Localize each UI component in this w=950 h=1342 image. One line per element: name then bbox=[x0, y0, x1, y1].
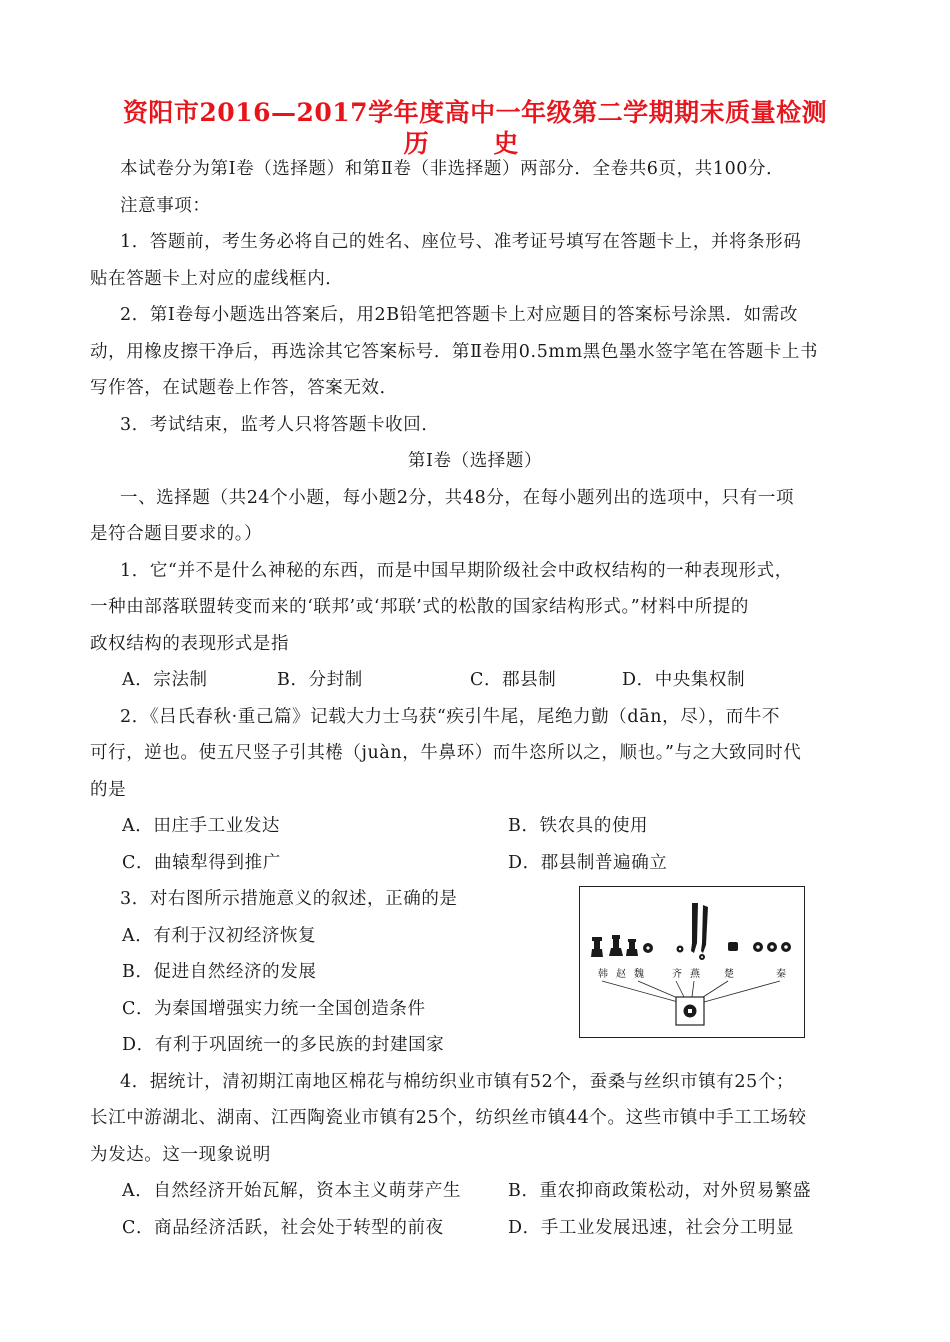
notice-item-cont: 贴在答题卡上对应的虚线框内． bbox=[90, 269, 344, 289]
q1-option-b: B．分封制 bbox=[277, 670, 363, 690]
q2-option-c: C．曲辕犁得到推广 bbox=[122, 853, 281, 873]
state-label: 齐 bbox=[672, 969, 682, 980]
question-3-stem: 3．对右图所示措施意义的叙述，正确的是 bbox=[120, 889, 458, 909]
banliang-coin-icon bbox=[684, 1005, 697, 1018]
q4-option-c: C．商品经济活跃，社会处于转型的前夜 bbox=[122, 1218, 444, 1238]
currency-unification-figure bbox=[579, 886, 805, 1038]
section-instructions: 一、选择题（共24个小题，每小题2分，共48分，在每小题列出的选项中，只有一项 bbox=[120, 488, 795, 508]
notice-item: 2．第Ⅰ卷每小题选出答案后，用2B铅笔把答题卡上对应题目的答案标号涂黑．如需改 bbox=[120, 305, 798, 325]
state-label: 魏 bbox=[634, 969, 644, 980]
q3-option-d: D．有利于巩固统一的多民族的封建国家 bbox=[122, 1035, 445, 1055]
q4-option-a: A．自然经济开始瓦解，资本主义萌芽产生 bbox=[122, 1181, 462, 1201]
q1-option-c: C．郡县制 bbox=[470, 670, 557, 690]
question-1-stem-cont: 政权结构的表现形式是指 bbox=[90, 634, 290, 654]
q2-option-d: D．郡县制普遍确立 bbox=[508, 853, 668, 873]
subject-title: 历 史 bbox=[403, 129, 547, 158]
notice-item-cont: 动，用橡皮擦干净后，再选涂其它答案标号．第Ⅱ卷用0.5mm黑色墨水签字笔在答题卡上书 bbox=[90, 342, 819, 362]
q2-option-a: A．田庄手工业发达 bbox=[122, 816, 281, 836]
q4-option-b: B．重农抑商政策松动，对外贸易繁盛 bbox=[508, 1181, 812, 1201]
state-label: 赵 bbox=[616, 969, 626, 980]
question-4-stem: 4．据统计，清初期江南地区棉花与棉纺织业市镇有52个，蚕桑与丝织市镇有25个； bbox=[120, 1072, 795, 1092]
q4-option-d: D．手工业发展迅速，社会分工明显 bbox=[508, 1218, 795, 1238]
exam-title: 资阳市2016—2017学年度高中一年级第二学期期末质量检测 bbox=[122, 98, 828, 127]
q2-option-b: B．铁农具的使用 bbox=[508, 816, 649, 836]
state-label: 楚 bbox=[724, 969, 734, 980]
knife-coin-icon bbox=[677, 903, 709, 960]
chu-coin-icon bbox=[728, 942, 738, 951]
question-2-stem: 2．《吕氏春秋·重己篇》记载大力士乌获“疾引牛尾，尾绝力勯（dān，尽），而牛不 bbox=[120, 707, 781, 727]
notice-item: 3．考试结束，监考人只将答题卡收回． bbox=[120, 415, 440, 435]
q3-option-a: A．有利于汉初经济恢复 bbox=[122, 926, 317, 946]
section-heading: 第Ⅰ卷（选择题） bbox=[407, 451, 543, 471]
state-label: 燕 bbox=[690, 969, 700, 980]
q3-option-b: B．促进自然经济的发展 bbox=[122, 962, 317, 982]
intro-line: 本试卷分为第Ⅰ卷（选择题）和第Ⅱ卷（非选择题）两部分．全卷共6页，共100分． bbox=[120, 159, 785, 179]
question-2-stem-cont: 可行，逆也。使五尺竖子引其棬（juàn，牛鼻环）而牛恣所以之，顺也。”与之大致同时代 bbox=[90, 743, 802, 763]
round-coin-icon bbox=[753, 942, 791, 952]
coin-diagram bbox=[580, 887, 804, 1037]
notice-item: 1．答题前，考生务必将自己的姓名、座位号、准考证号填写在答题卡上，并将条形码 bbox=[120, 232, 802, 252]
question-1-stem-cont: 一种由部落联盟转变而来的‘联邦’或‘邦联’式的松散的国家结构形式。”材料中所提的 bbox=[90, 597, 749, 617]
state-label: 秦 bbox=[776, 969, 786, 980]
q3-option-c: C．为秦国增强实力统一全国创造条件 bbox=[122, 999, 426, 1019]
question-1-stem: 1．它“并不是什么神秘的东西，而是中国早期阶级社会中政权结构的一种表现形式， bbox=[120, 561, 793, 581]
q1-option-a: A．宗法制 bbox=[122, 670, 208, 690]
notice-heading: 注意事项： bbox=[120, 196, 211, 216]
notice-item-cont: 写作答，在试题卷上作答，答案无效． bbox=[90, 378, 398, 398]
section-instructions-cont: 是符合题目要求的。） bbox=[90, 524, 263, 544]
state-label: 韩 bbox=[598, 969, 608, 980]
spade-coin-icon bbox=[591, 935, 653, 957]
q1-option-d: D．中央集权制 bbox=[622, 670, 746, 690]
question-4-stem-cont: 为发达。这一现象说明 bbox=[90, 1145, 271, 1165]
question-2-stem-cont: 的是 bbox=[90, 780, 127, 800]
question-4-stem-cont: 长江中游湖北、湖南、江西陶瓷业市镇有25个，纺织丝市镇44个。这些市镇中手工工场较 bbox=[90, 1108, 807, 1128]
